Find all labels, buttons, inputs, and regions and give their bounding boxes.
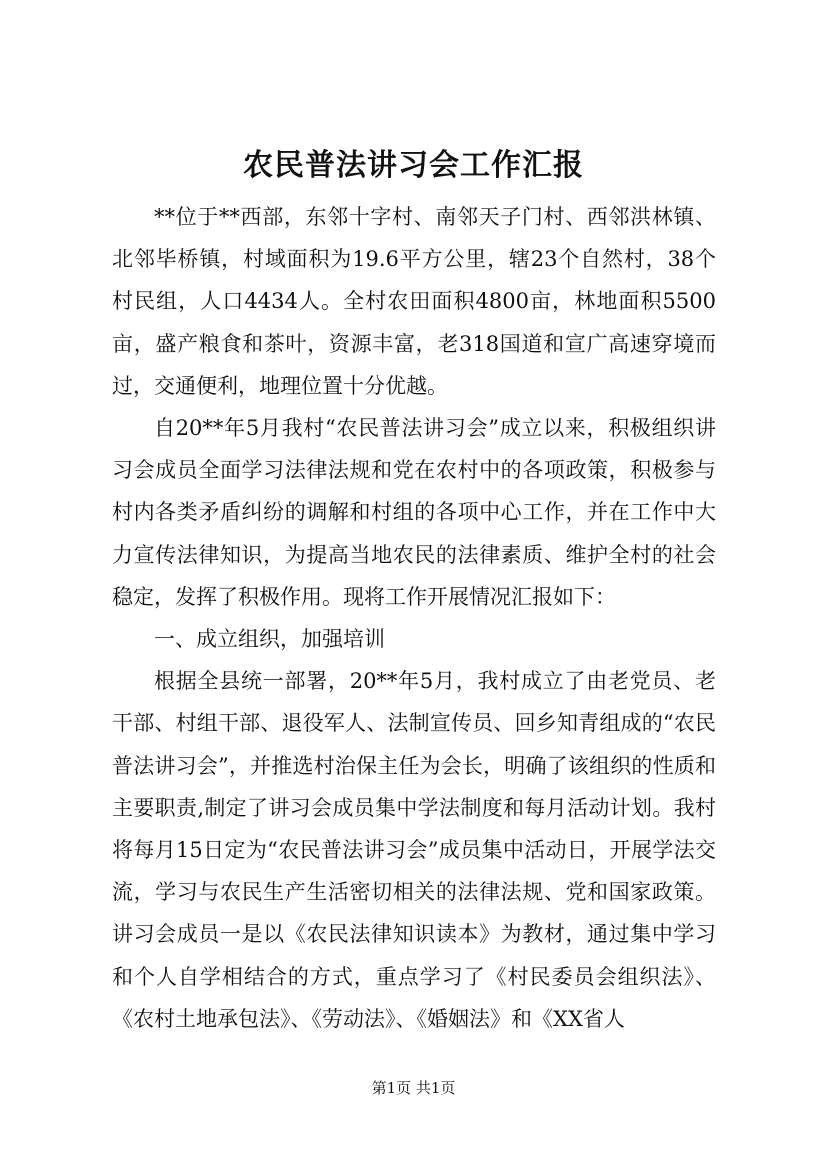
page-footer: 第1页 共1页	[371, 1079, 456, 1097]
section-heading: 一、成立组织，加强培训	[154, 627, 385, 652]
document-title: 农民普法讲习会工作汇报	[243, 148, 584, 183]
paragraph-intro: **位于**西部，东邻十字村、南邻天子门村、西邻洪林镇、北邻毕桥镇，村域面积为19.6平方公里，辖23个自然村，38个村民组，人口4434人。全村农田面积4800亩，林地面积5500亩，盛产粮食和茶叶，资源丰富，老318国道和宣广高速穿境而过，交通便利，地理位置十分优越。	[112, 205, 716, 398]
paragraph-section-1: 根据全县统一部署，20**年5月，我村成立了由老党员、老干部、村组干部、退役军人、法制宣传员、回乡知青组成的“农民普法讲习会”，并推选村治保主任为会长，明确了该组织的性质和主要职责,制定了讲习会成员集中学法制度和每月活动计划。我村将每月15日定为“农民普法讲习会”成员集中活动日，开展学法交流，学习与农民生产生活密切相关的法律法规、党和国家政策。讲习会成员一是以《农民法律知识读本》为教材，通过集中学习和个人自学相结合的方式，重点学习了《村民委员会组织法》、《农村土地承包法》、《劳动法》、《婚姻法》和《XX省人	[112, 669, 716, 1031]
document-body	[112, 196, 716, 1040]
paragraph-overview: 自20**年5月我村“农民普法讲习会”成立以来，积极组织讲习会成员全面学习法律法规和党在农村中的各项政策，积极参与村内各类矛盾纠纷的调解和村组的各项中心工作，并在工作中大力宣传法律知识，为提高当地农民的法律素质、维护全村的社会稳定，发挥了积极作用。现将工作开展情况汇报如下：	[112, 416, 716, 609]
